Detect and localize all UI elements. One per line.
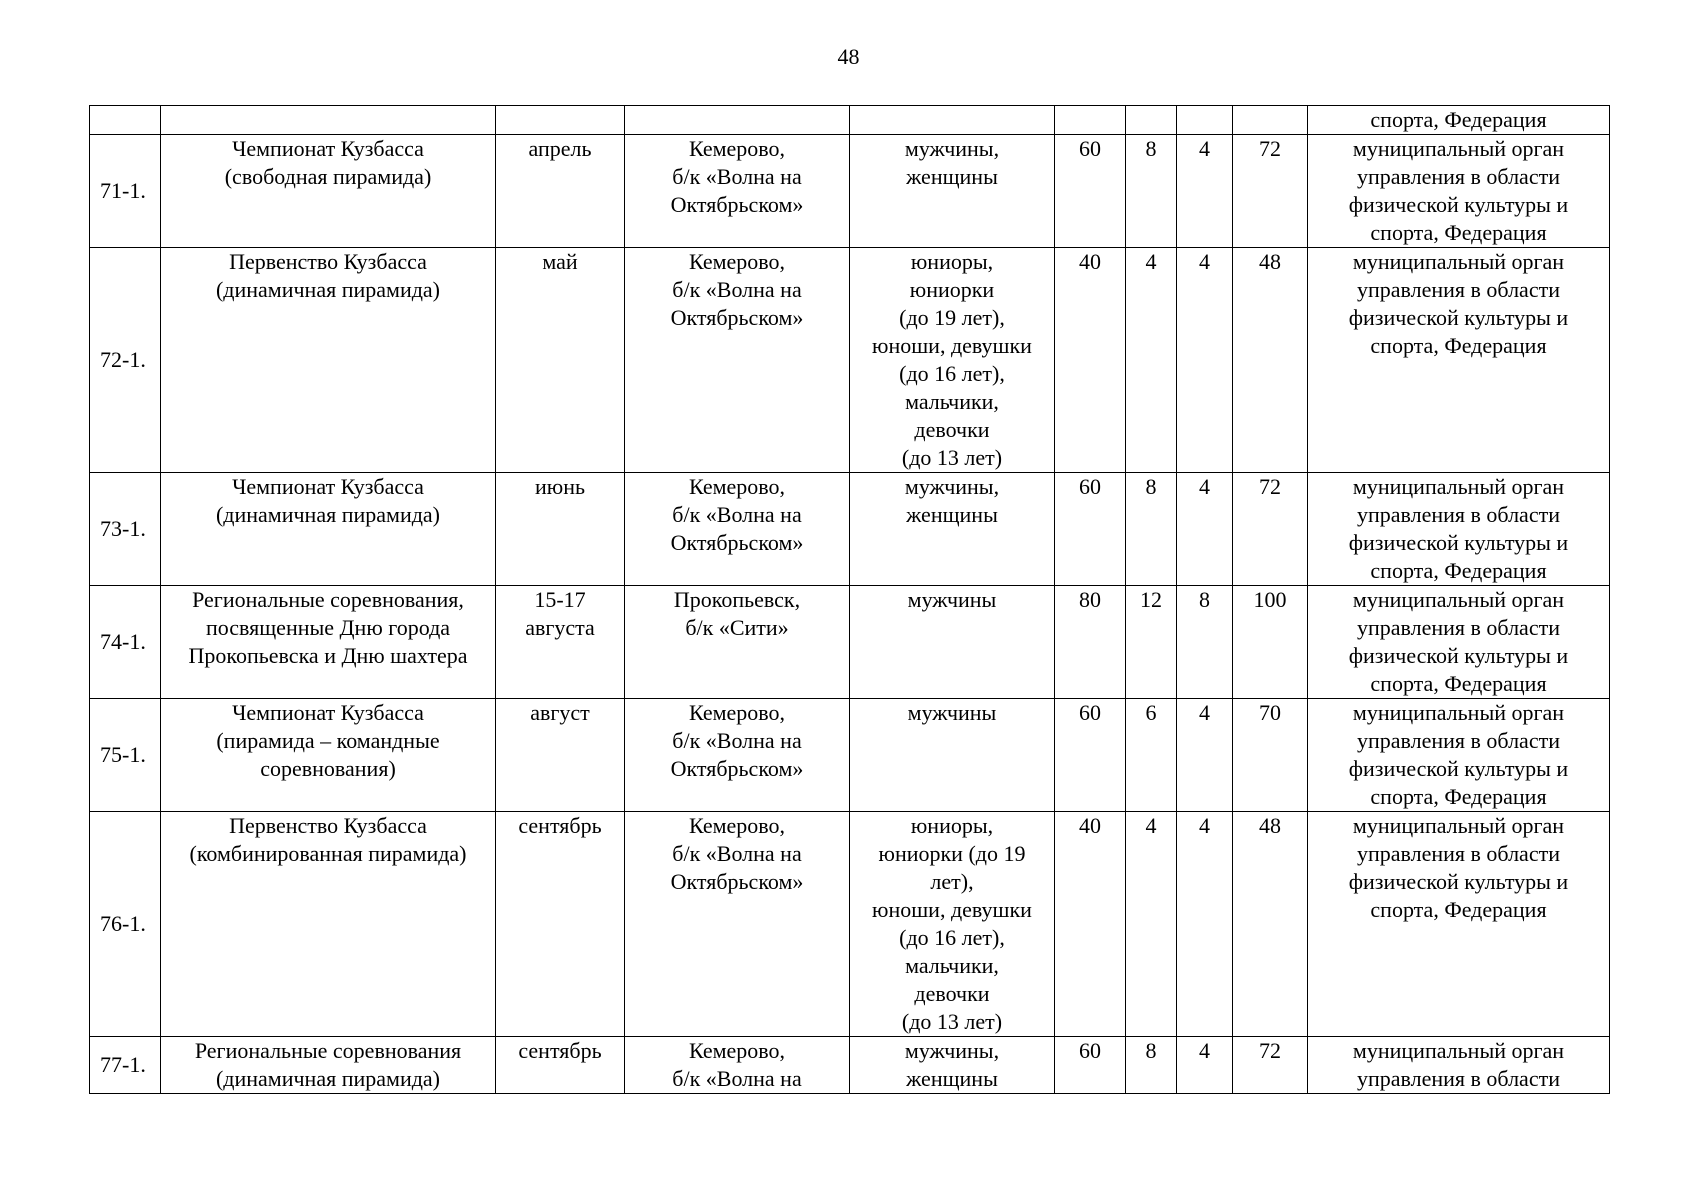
cell-name: Региональные соревнования, посвященные Дню города Прокопьевска и Дню шахтера (161, 586, 496, 699)
cell-c3: 4 (1177, 699, 1233, 812)
cell-organizer: муниципальный орган управления в области (1308, 1037, 1610, 1094)
cell-organizer: муниципальный орган управления в области физической культуры и спорта, Федерация (1308, 248, 1610, 473)
cell-c2: 4 (1126, 812, 1177, 1037)
cell-place: Кемерово, б/к «Волна на Октябрьском» (625, 473, 850, 586)
cell-organizer: муниципальный орган управления в области физической культуры и спорта, Федерация (1308, 812, 1610, 1037)
table-row (90, 1037, 1610, 1094)
cell-organizer: муниципальный орган управления в области физической культуры и спорта, Федерация (1308, 699, 1610, 812)
cell-c2 (1126, 106, 1177, 135)
events-table (89, 105, 1610, 1094)
cell-c2: 8 (1126, 473, 1177, 586)
table-row (90, 135, 1610, 248)
cell-organizer: муниципальный орган управления в области физической культуры и спорта, Федерация (1308, 135, 1610, 248)
cell-organizer: спорта, Федерация (1308, 106, 1610, 135)
cell-organizer: муниципальный орган управления в области физической культуры и спорта, Федерация (1308, 473, 1610, 586)
cell-c1: 60 (1055, 1037, 1126, 1094)
cell-date: май (496, 248, 625, 473)
cell-place (625, 106, 850, 135)
table-row (90, 586, 1610, 699)
table-row (90, 699, 1610, 812)
cell-participants: юниоры, юниорки (до 19 лет), юноши, девушки (до 16 лет), мальчики, девочки (до 13 лет) (850, 248, 1055, 473)
cell-c3: 4 (1177, 248, 1233, 473)
cell-place: Кемерово, б/к «Волна на Октябрьском» (625, 135, 850, 248)
cell-participants: мужчины, женщины (850, 473, 1055, 586)
cell-c1: 80 (1055, 586, 1126, 699)
cell-participants: мужчины (850, 699, 1055, 812)
cell-num (90, 106, 161, 135)
cell-c3: 8 (1177, 586, 1233, 699)
cell-date (496, 106, 625, 135)
cell-place: Кемерово, б/к «Волна на Октябрьском» (625, 248, 850, 473)
cell-c2: 8 (1126, 1037, 1177, 1094)
table-row (90, 248, 1610, 473)
cell-name (161, 106, 496, 135)
cell-c4 (1233, 106, 1308, 135)
cell-place: Кемерово, б/к «Волна на Октябрьском» (625, 699, 850, 812)
cell-c1: 40 (1055, 812, 1126, 1037)
cell-organizer: муниципальный орган управления в области физической культуры и спорта, Федерация (1308, 586, 1610, 699)
cell-participants: юниоры, юниорки (до 19 лет), юноши, девушки (до 16 лет), мальчики, девочки (до 13 лет) (850, 812, 1055, 1037)
table-row (90, 473, 1610, 586)
cell-c2: 8 (1126, 135, 1177, 248)
cell-c3 (1177, 106, 1233, 135)
cell-date: июнь (496, 473, 625, 586)
cell-date: сентябрь (496, 1037, 625, 1094)
cell-c2: 4 (1126, 248, 1177, 473)
cell-participants: мужчины (850, 586, 1055, 699)
cell-c1 (1055, 106, 1126, 135)
cell-c1: 60 (1055, 473, 1126, 586)
cell-num: 73-1. (90, 473, 161, 586)
cell-date: август (496, 699, 625, 812)
cell-name: Чемпионат Кузбасса (свободная пирамида) (161, 135, 496, 248)
cell-c1: 60 (1055, 135, 1126, 248)
cell-c1: 40 (1055, 248, 1126, 473)
cell-num: 74-1. (90, 586, 161, 699)
cell-name: Чемпионат Кузбасса (пирамида – командные соревнования) (161, 699, 496, 812)
cell-c4: 70 (1233, 699, 1308, 812)
cell-c4: 48 (1233, 248, 1308, 473)
cell-num: 71-1. (90, 135, 161, 248)
cell-num: 76-1. (90, 812, 161, 1037)
cell-c4: 72 (1233, 135, 1308, 248)
cell-c4: 100 (1233, 586, 1308, 699)
table-row (90, 106, 1610, 135)
cell-c3: 4 (1177, 473, 1233, 586)
cell-c3: 4 (1177, 135, 1233, 248)
cell-c4: 72 (1233, 1037, 1308, 1094)
cell-participants: мужчины, женщины (850, 1037, 1055, 1094)
cell-c2: 6 (1126, 699, 1177, 812)
cell-place: Прокопьевск, б/к «Сити» (625, 586, 850, 699)
cell-name: Первенство Кузбасса (комбинированная пирамида) (161, 812, 496, 1037)
cell-num: 72-1. (90, 248, 161, 473)
cell-place: Кемерово, б/к «Волна на Октябрьском» (625, 812, 850, 1037)
cell-c3: 4 (1177, 1037, 1233, 1094)
cell-num: 77-1. (90, 1037, 161, 1094)
cell-name: Региональные соревнования (динамичная пирамида) (161, 1037, 496, 1094)
cell-name: Чемпионат Кузбасса (динамичная пирамида) (161, 473, 496, 586)
cell-date: сентябрь (496, 812, 625, 1037)
cell-name: Первенство Кузбасса (динамичная пирамида) (161, 248, 496, 473)
table-row (90, 812, 1610, 1037)
cell-c2: 12 (1126, 586, 1177, 699)
cell-participants: мужчины, женщины (850, 135, 1055, 248)
page-number: 48 (837, 44, 860, 69)
cell-participants (850, 106, 1055, 135)
cell-date: 15-17 августа (496, 586, 625, 699)
cell-date: апрель (496, 135, 625, 248)
cell-c4: 48 (1233, 812, 1308, 1037)
cell-num: 75-1. (90, 699, 161, 812)
cell-place: Кемерово, б/к «Волна на (625, 1037, 850, 1094)
cell-c3: 4 (1177, 812, 1233, 1037)
cell-c1: 60 (1055, 699, 1126, 812)
cell-c4: 72 (1233, 473, 1308, 586)
